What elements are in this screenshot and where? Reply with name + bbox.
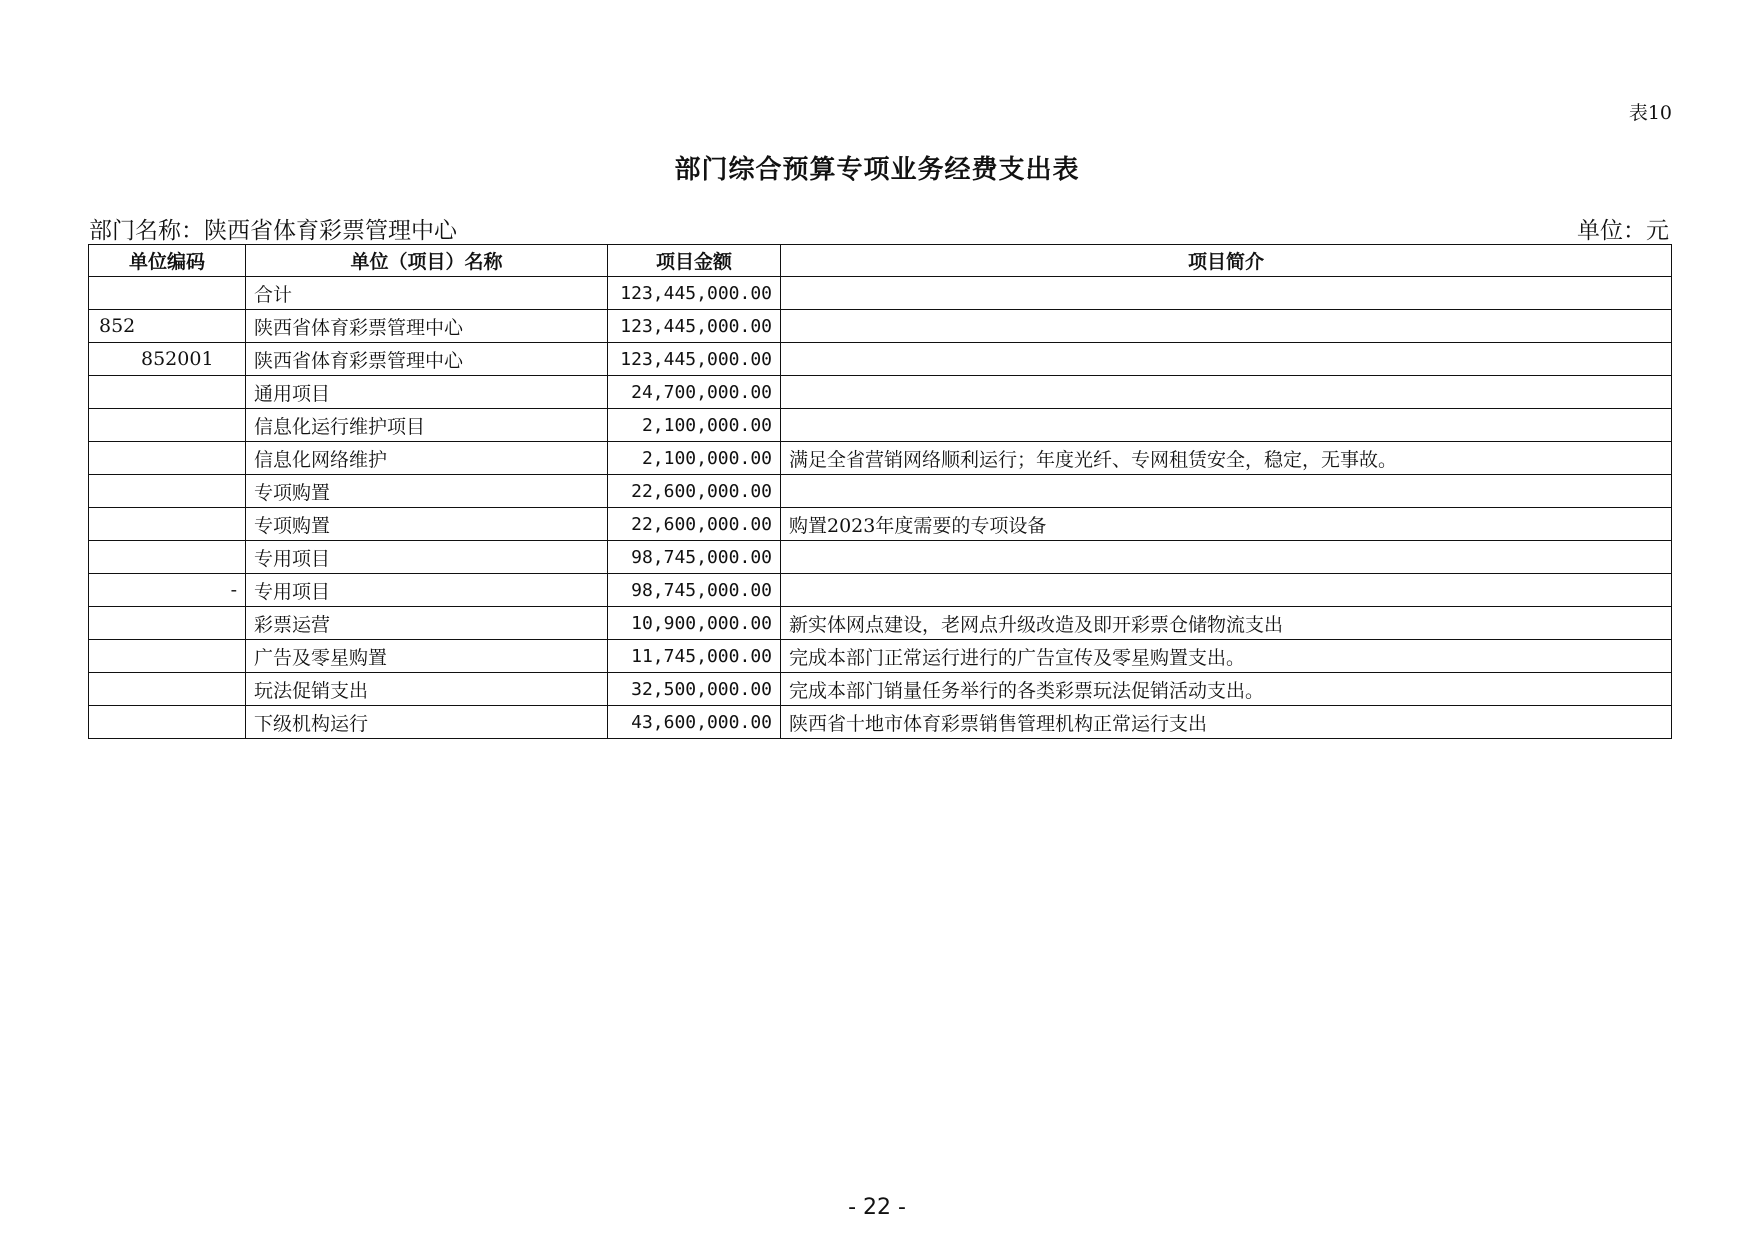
page-title: 部门综合预算专项业务经费支出表: [674, 155, 1080, 185]
unit-code-cell: [89, 541, 246, 574]
table-row: [89, 376, 1672, 409]
intro-cell: [781, 376, 1672, 409]
project-name-cell: 陕西省体育彩票管理中心: [246, 343, 608, 376]
intro-cell: [781, 409, 1672, 442]
table-row: [89, 706, 1672, 739]
amount-cell: 22,600,000.00: [608, 475, 781, 508]
column-header-code: 单位编码: [89, 245, 246, 277]
intro-cell: 完成本部门正常运行进行的广告宣传及零星购置支出。: [781, 640, 1672, 673]
intro-cell: 完成本部门销量任务举行的各类彩票玩法促销活动支出。: [781, 673, 1672, 706]
project-name-cell: 下级机构运行: [246, 706, 608, 739]
project-name-cell: 广告及零星购置: [246, 640, 608, 673]
project-name-cell: 专用项目: [246, 541, 608, 574]
amount-cell: 98,745,000.00: [608, 541, 781, 574]
unit-label: 单位：元: [1577, 218, 1669, 244]
amount-cell: 2,100,000.00: [608, 442, 781, 475]
unit-code-cell: [89, 475, 246, 508]
table-row: [89, 310, 1672, 343]
table-row: [89, 574, 1672, 607]
table-row: [89, 409, 1672, 442]
amount-cell: 123,445,000.00: [608, 277, 781, 310]
column-header-name: 单位（项目）名称: [246, 245, 608, 277]
amount-cell: 11,745,000.00: [608, 640, 781, 673]
page-number: - 22 -: [848, 1195, 906, 1220]
table-row: [89, 442, 1672, 475]
project-name-cell: 信息化运行维护项目: [246, 409, 608, 442]
intro-cell: [781, 310, 1672, 343]
table-row: [89, 508, 1672, 541]
intro-cell: [781, 475, 1672, 508]
project-name-cell: 合计: [246, 277, 608, 310]
amount-cell: 22,600,000.00: [608, 508, 781, 541]
table-number: 表10: [1628, 102, 1672, 124]
table-row: [89, 277, 1672, 310]
unit-code-cell: 852: [89, 310, 246, 343]
unit-code-cell: [89, 409, 246, 442]
amount-cell: 32,500,000.00: [608, 673, 781, 706]
table-row: [89, 640, 1672, 673]
intro-cell: [781, 277, 1672, 310]
unit-code-cell: [89, 508, 246, 541]
unit-code-cell: 852001: [89, 343, 246, 376]
intro-cell: 满足全省营销网络顺利运行；年度光纤、专网租赁安全，稳定，无事故。: [781, 442, 1672, 475]
department-name: 部门名称：陕西省体育彩票管理中心: [89, 218, 457, 244]
intro-cell: 新实体网点建设，老网点升级改造及即开彩票仓储物流支出: [781, 607, 1672, 640]
table-row: [89, 673, 1672, 706]
project-name-cell: 信息化网络维护: [246, 442, 608, 475]
project-name-cell: 通用项目: [246, 376, 608, 409]
budget-table: [88, 244, 1672, 739]
project-name-cell: 专项购置: [246, 475, 608, 508]
amount-cell: 2,100,000.00: [608, 409, 781, 442]
amount-cell: 10,900,000.00: [608, 607, 781, 640]
project-name-cell: 彩票运营: [246, 607, 608, 640]
project-name-cell: 专用项目: [246, 574, 608, 607]
intro-cell: [781, 343, 1672, 376]
amount-cell: 24,700,000.00: [608, 376, 781, 409]
project-name-cell: 陕西省体育彩票管理中心: [246, 310, 608, 343]
header-info: [89, 212, 1669, 245]
table-row: [89, 343, 1672, 376]
table-row: [89, 541, 1672, 574]
column-header-intro: 项目简介: [781, 245, 1672, 277]
unit-code-cell: [89, 277, 246, 310]
table-row: [89, 607, 1672, 640]
column-header-amount: 项目金额: [608, 245, 781, 277]
unit-code-cell: [89, 673, 246, 706]
intro-cell: [781, 541, 1672, 574]
amount-cell: 123,445,000.00: [608, 343, 781, 376]
unit-code-cell: [89, 607, 246, 640]
unit-code-cell: -: [89, 574, 246, 607]
intro-cell: 购置2023年度需要的专项设备: [781, 508, 1672, 541]
unit-code-cell: [89, 640, 246, 673]
intro-cell: 陕西省十地市体育彩票销售管理机构正常运行支出: [781, 706, 1672, 739]
table-header-row: [89, 245, 1672, 277]
table-row: [89, 475, 1672, 508]
project-name-cell: 玩法促销支出: [246, 673, 608, 706]
amount-cell: 43,600,000.00: [608, 706, 781, 739]
unit-code-cell: [89, 706, 246, 739]
project-name-cell: 专项购置: [246, 508, 608, 541]
amount-cell: 98,745,000.00: [608, 574, 781, 607]
unit-code-cell: [89, 376, 246, 409]
amount-cell: 123,445,000.00: [608, 310, 781, 343]
unit-code-cell: [89, 442, 246, 475]
intro-cell: [781, 574, 1672, 607]
